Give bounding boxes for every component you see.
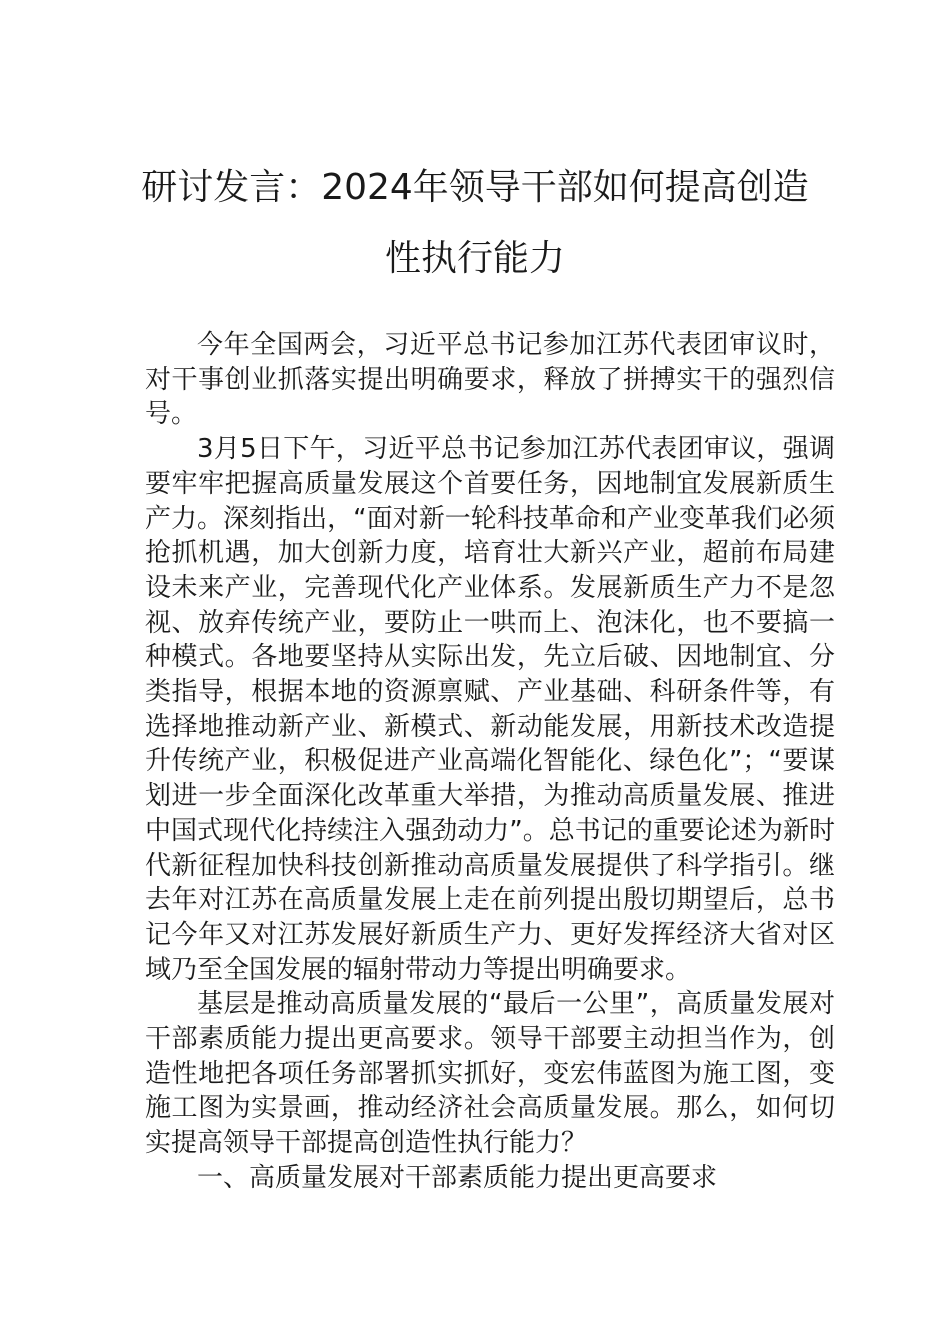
document-title-line-1: 研讨发言：2024年领导干部如何提高创造 [141, 167, 809, 208]
paragraph-grassroots: 基层是推动高质量发展的“最后一公里”，高质量发展对干部素质能力提出更高要求。领导干部要主动担当作为，创造性地把各项任务部署抓实抓好，变宏伟蓝图为施工图，变施工图为实景画，推动经济社会高质量发展。那么，如何切实提高领导干部提高创造性执行能力？ [145, 989, 835, 1159]
paragraph-intro: 今年全国两会，习近平总书记参加江苏代表团审议时，对干事创业抓落实提出明确要求，释放了拼搏实干的强烈信号。 [145, 330, 835, 430]
document-body [145, 328, 835, 1196]
section-heading-1: 一、高质量发展对干部素质能力提出更高要求 [197, 1162, 718, 1193]
paragraph-march-5: 3月5日下午，习近平总书记参加江苏代表团审议，强调要牢牢把握高质量发展这个首要任务，因地制宜发展新质生产力。深刻指出，“面对新一轮科技革命和产业变革我们必须抢抓机遇，加大创新力度，培育壮大新兴产业，超前布局建设未来产业，完善现代化产业体系。发展新质生产力不是忽视、放弃传统产业，要防止一哄而上、泡沫化，也不要搞一种模式。各地要坚持从实际出发，先立后破、因地制宜、分类指导，根据本地的资源禀赋、产业基础、科研条件等，有选择地推动新产业、新模式、新动能发展，用新技术改造提升传统产业，积极促进产业高端化智能化、绿色化”；“要谋划进一步全面深化改革重大举措，为推动高质量发展、推进中国式现代化持续注入强劲动力”。总书记的重要论述为新时代新征程加快科技创新推动高质量发展提供了科学指引。继去年对江苏在高质量发展上走在前列提出殷切期望后，总书记今年又对江苏发展好新质生产力、更好发挥经济大省对区域乃至全国发展的辐射带动力等提出明确要求。 [145, 434, 835, 985]
document-title-line-2: 性执行能力 [384, 238, 565, 279]
